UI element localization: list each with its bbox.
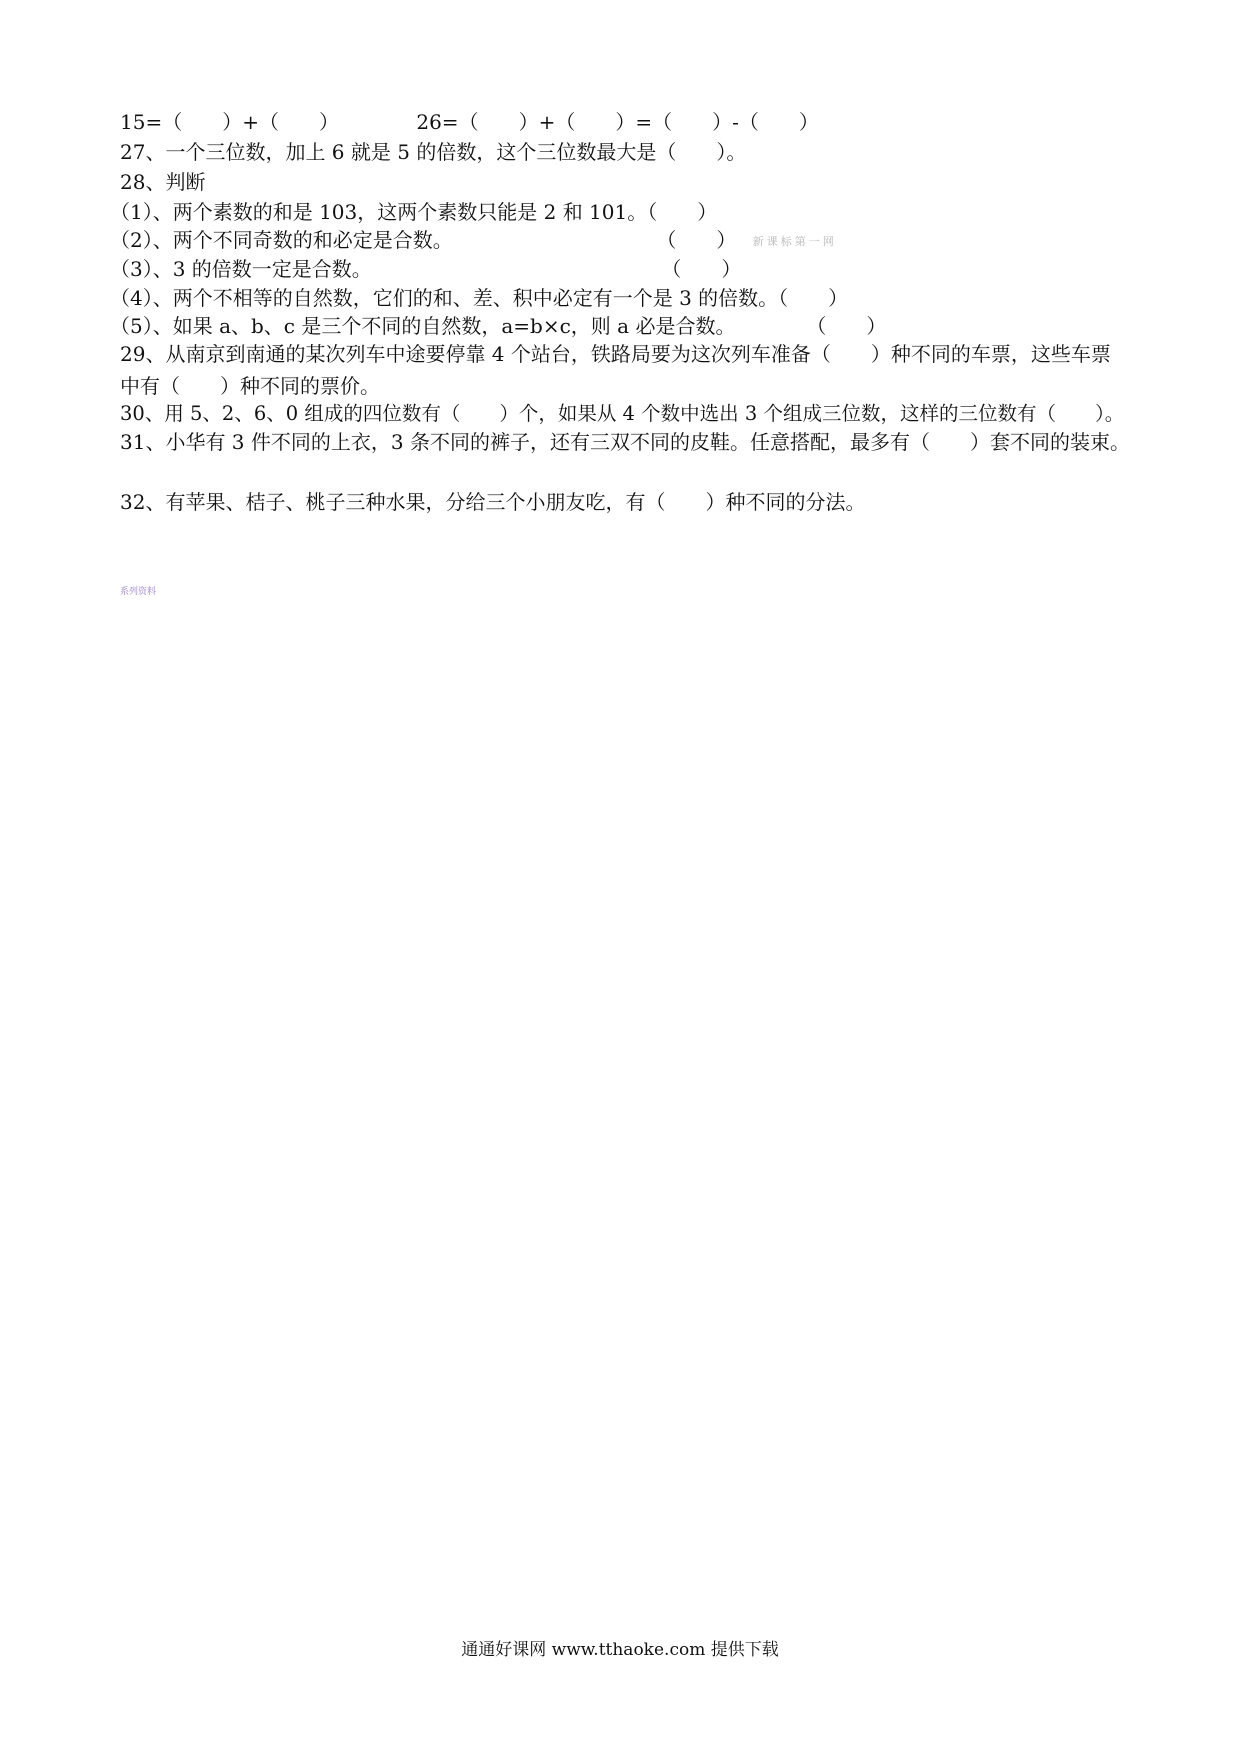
judge-item-3 [110,255,1120,283]
judge-item-5-paren: （ ） [806,314,887,338]
series-note: 系列资料 [120,587,157,597]
judge-item-2 [110,226,1120,256]
equation-row [120,108,1130,136]
judge-item-2-text: （2）、两个不同奇数的和必定是合数。 [110,228,453,252]
judge-item-4: （4）、两个不相等的自然数，它们的和、差、积中必定有一个是 3 的倍数。（ ） [110,286,849,310]
watermark-text: 新课标第一网 [752,234,837,248]
judge-item-3-text: （3）、3 的倍数一定是合数。 [110,257,372,281]
equation-15: 15=（ ）+（ ） [120,110,339,134]
question-27: 27、一个三位数，加上 6 就是 5 的倍数，这个三位数最大是（ ）。 [120,140,747,164]
footer-text: 通通好课网 www.tthaoke.com 提供下载 [461,1640,779,1660]
question-28-heading: 28、判断 [120,170,206,194]
question-30: 30、用 5、2、6、0 组成的四位数有（ ）个，如果从 4 个数中选出 3 个组成三位数，这样的三位数有（ ）。 [120,402,1125,425]
judge-item-2-paren: （ ） [656,228,737,252]
question-32: 32、有苹果、桔子、桃子三种水果，分给三个小朋友吃，有（ ）种不同的分法。 [120,490,866,514]
question-31: 31、小华有 3 件不同的上衣，3 条不同的裤子，还有三双不同的皮鞋。任意搭配，最多有（ ）套不同的装束。 [120,430,1130,454]
judge-item-3-paren: （ ） [661,257,742,281]
equation-26: 26=（ ）+（ ）=（ ）-（ ） [416,110,819,134]
judge-item-1: （1）、两个素数的和是 103，这两个素数只能是 2 和 101。（ ） [110,200,718,224]
question-29: 29、从南京到南通的某次列车中途要停靠 4 个站台，铁路局要为这次列车准备（ ）种不同的车票，这些车票中有（ ）种不同的票价。 [120,342,1111,398]
judge-item-5-text: （5）、如果 a、b、c 是三个不同的自然数，a=b×c，则 a 必是合数。 [110,314,736,338]
judge-item-5 [110,312,1120,340]
